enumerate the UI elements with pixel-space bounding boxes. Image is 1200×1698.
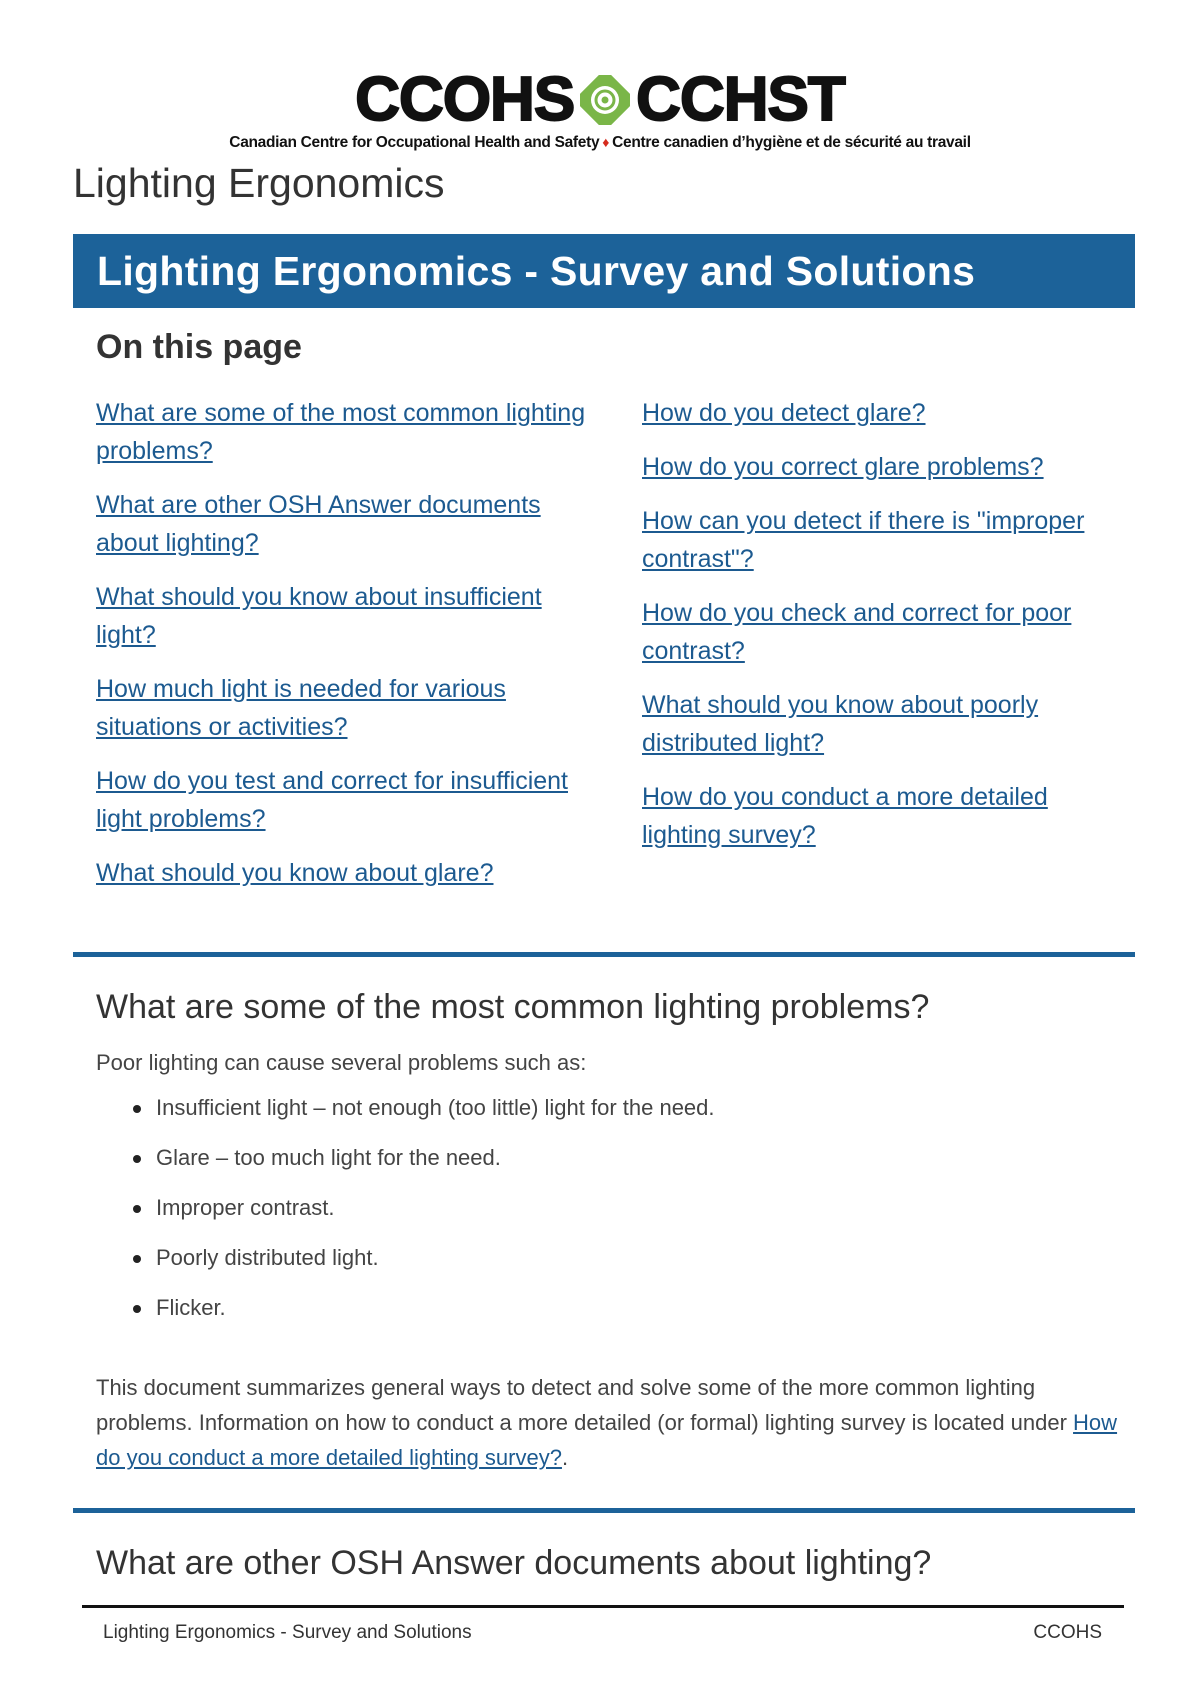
section-heading-other-documents: What are other OSH Answer documents about lighting? [96,1544,932,1582]
logo-tagline-en: Canadian Centre for Occupational Health and Safety [229,134,600,151]
footer-document-title: Lighting Ergonomics - Survey and Solutions [103,1622,472,1643]
footer-organization: CCOHS [1033,1622,1102,1643]
logo-tagline [0,134,1200,152]
toc-link-detailed-survey[interactable]: How do you conduct a more detailed lighting survey? [642,783,1048,849]
logo-wordmark [0,65,1200,134]
toc-link-distributed-light[interactable]: What should you know about poorly distributed light? [642,691,1039,757]
toc-link-other-documents[interactable]: What are other OSH Answer documents about lighting? [96,491,541,557]
section-divider [73,952,1135,957]
maple-leaf-icon: ♦ [602,134,610,150]
toc-link-common-problems[interactable]: What are some of the most common lighting problems? [96,399,586,465]
summary-text: This document summarizes general ways to detect and solve some of the more common lighting problems. Information on how to conduct a more detailed (or formal) lighting survey is located under [96,1375,1074,1435]
problem-list [96,1090,715,1340]
summary-end: . [561,1445,569,1470]
toc-left-column [96,394,586,908]
list-item: Poorly distributed light. [96,1240,715,1290]
toc-link-light-needed[interactable]: How much light is needed for various situations or activities? [96,675,506,741]
section-heading-common-problems: What are some of the most common lighting problems? [96,988,930,1026]
title-banner [73,234,1135,308]
document-title: Lighting Ergonomics [73,160,445,206]
section-summary [96,1370,1126,1475]
logo-left-word: CCOHS [355,65,575,134]
ccohs-logo [0,65,1200,152]
toc-link-test-insufficient-light[interactable]: How do you test and correct for insufficient light problems? [96,767,568,833]
toc-link-improper-contrast[interactable]: How can you detect if there is "improper contrast"? [642,507,1085,573]
toc-link-detect-glare[interactable]: How do you detect glare? [642,399,926,427]
list-item: Flicker. [96,1290,715,1340]
toc-heading: On this page [96,328,302,366]
toc-link-glare[interactable]: What should you know about glare? [96,859,494,887]
toc-link-poor-contrast[interactable]: How do you check and correct for poor contrast? [642,599,1072,665]
section-intro: Poor lighting can cause several problems such as: [96,1050,587,1075]
logo-right-word: CCHST [636,65,845,134]
logo-tagline-fr: Centre canadien d’hygiène et de sécurité au travail [612,134,971,151]
footer-rule [82,1605,1124,1608]
page-title: Lighting Ergonomics - Survey and Solutions [97,247,976,294]
toc-link-insufficient-light[interactable]: What should you know about insufficient light? [96,583,542,649]
toc-link-correct-glare[interactable]: How do you correct glare problems? [642,453,1044,481]
toc-right-column [642,394,1132,870]
list-item: Improper contrast. [96,1190,715,1240]
summary-link-detailed-survey[interactable]: How do you conduct a more detailed lighting survey? [96,1410,1118,1470]
ccohs-emblem-icon [580,75,630,125]
list-item: Insufficient light – not enough (too little) light for the need. [96,1090,715,1140]
section-divider [73,1508,1135,1513]
list-item: Glare – too much light for the need. [96,1140,715,1190]
